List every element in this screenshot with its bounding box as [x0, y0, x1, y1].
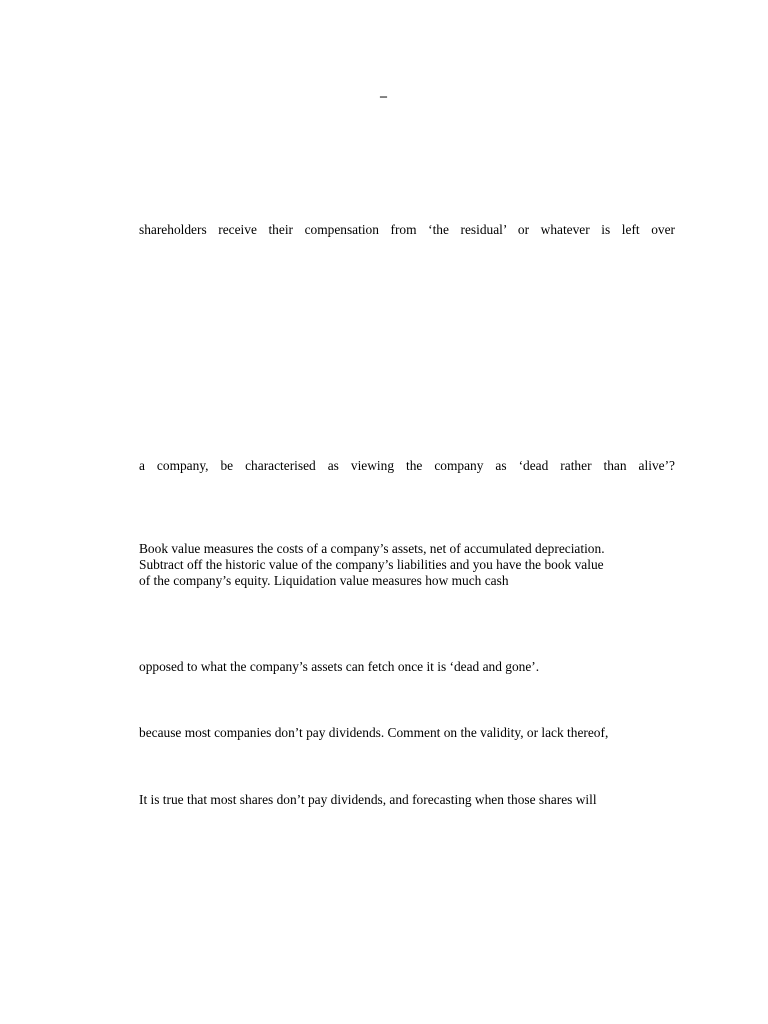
paragraph-row-2: Subtract off the historic value of the company’s liabilities and you have the book value: [139, 557, 604, 572]
paragraph-book-value: [139, 541, 675, 589]
header-dash: –: [380, 89, 387, 104]
text-line-dividends-comment: because most companies don’t pay dividends. Comment on the validity, or lack thereof,: [139, 725, 609, 740]
text-line-shares-forecasting: It is true that most shares don’t pay dividends, and forecasting when those shares will: [139, 792, 597, 807]
text-line-shareholders: shareholders receive their compensation from ‘the residual’ or whatever is left over: [139, 222, 675, 237]
paragraph-row-3: of the company’s equity. Liquidation value measures how much cash: [139, 573, 509, 588]
text-line-dead-and-gone: opposed to what the company’s assets can fetch once it is ‘dead and gone’.: [139, 659, 540, 674]
text-line-dead-rather-than-alive: a company, be characterised as viewing the company as ‘dead rather than alive’?: [139, 458, 675, 473]
paragraph-row-1: Book value measures the costs of a company’s assets, net of accumulated depreciation.: [139, 541, 605, 556]
